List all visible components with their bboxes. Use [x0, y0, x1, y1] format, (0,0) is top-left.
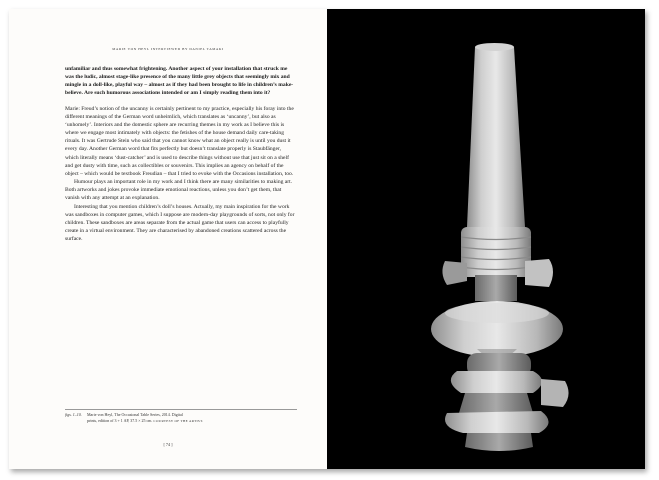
body-text: [65, 65, 295, 243]
running-head: MARIE VON HEYL INTERVIEWED BY DANIEL TAMAKI: [112, 47, 224, 51]
body-highlight: [445, 303, 549, 323]
base-foot: [465, 433, 533, 451]
answer-paragraph: Interesting that you mention children’s doll’s houses. Actually, my main inspiration for the work was sandboxes in computer games, which I suppose are modern-day playgrounds of sorts, not only for children. These sandboxes are areas separate from the actual game that users can access to playfully create in a virtual environment. They are characterised by abandoned creations scattered across the surface.: [65, 203, 295, 243]
disc-2: [451, 371, 542, 393]
right-page: [327, 9, 645, 469]
interview-question: unfamiliar and thus somewhat frightening. Another aspect of your installation that struck me was the ludic, almost stage-like presence of the many little grey objects that seemingly mix and mingle in a doll-like, playful way – almost as if they had been brought to life in children’s make-believe. Are such humorous associations intended or am I simply reading them into it?: [65, 66, 294, 97]
offset-block: [541, 379, 569, 407]
figure-caption: [65, 412, 299, 424]
disc-4: [445, 411, 549, 433]
book-spread: [9, 9, 645, 469]
caption-text: [87, 412, 299, 424]
caption-line-1: Marie von Heyl, The Occasional Table Series, 2014. Digital: [87, 412, 183, 417]
neck: [475, 275, 517, 301]
column-shaft: [467, 47, 525, 227]
column-top: [475, 43, 514, 51]
answer-paragraph: Humour plays an important role in my work and I think there are many similarities to making art. Both artworks and jokes provoke immediate emotional reactions, unless you don’t get them, that vanish with any attempt at an explanation.: [65, 179, 293, 202]
page-number: [ 74 ]: [163, 442, 173, 447]
caption-label: figs. 1–10.: [65, 412, 82, 417]
answer-paragraph: Marie: Freud’s notion of the uncanny is certainly pertinent to my practice, especially his foray into the different meanings of the German word unheimlich, which translates as ‘uncanny’, but also as ‘unhomely’. Interiors and the domestic sphere are recurring themes in my work as I believe this is where we engage most intimately with objects: the fetishes of the house demand daily care-taking rituals. It was Gertrude Stein who said that you cannot know what an object really is until you dust it every day. Another German word that fits perfectly but doesn’t translate properly is Staubfänger, which literally means ‘dust-catcher’ and is used to describe things without use that just sit on a shelf and get dusty with time, such as collectibles or souvenirs. This implies an agency on behalf of the object – which would be textbook Freudian – that I tried to evoke with the Occasions installation, too.: [65, 105, 294, 177]
left-tab: [442, 261, 467, 285]
caption-line-2-text: prints, edition of 3 + 1 AP, 37.5 × 25 cm.: [87, 418, 153, 423]
caption-line-2: [87, 418, 299, 424]
right-tab: [525, 259, 553, 287]
caption-credit: COURTESY OF THE ARTIST.: [153, 419, 204, 423]
sculpture-photo: [327, 9, 645, 469]
left-page: [9, 9, 327, 469]
disc-3: [459, 393, 533, 413]
caption-rule: [65, 409, 297, 410]
